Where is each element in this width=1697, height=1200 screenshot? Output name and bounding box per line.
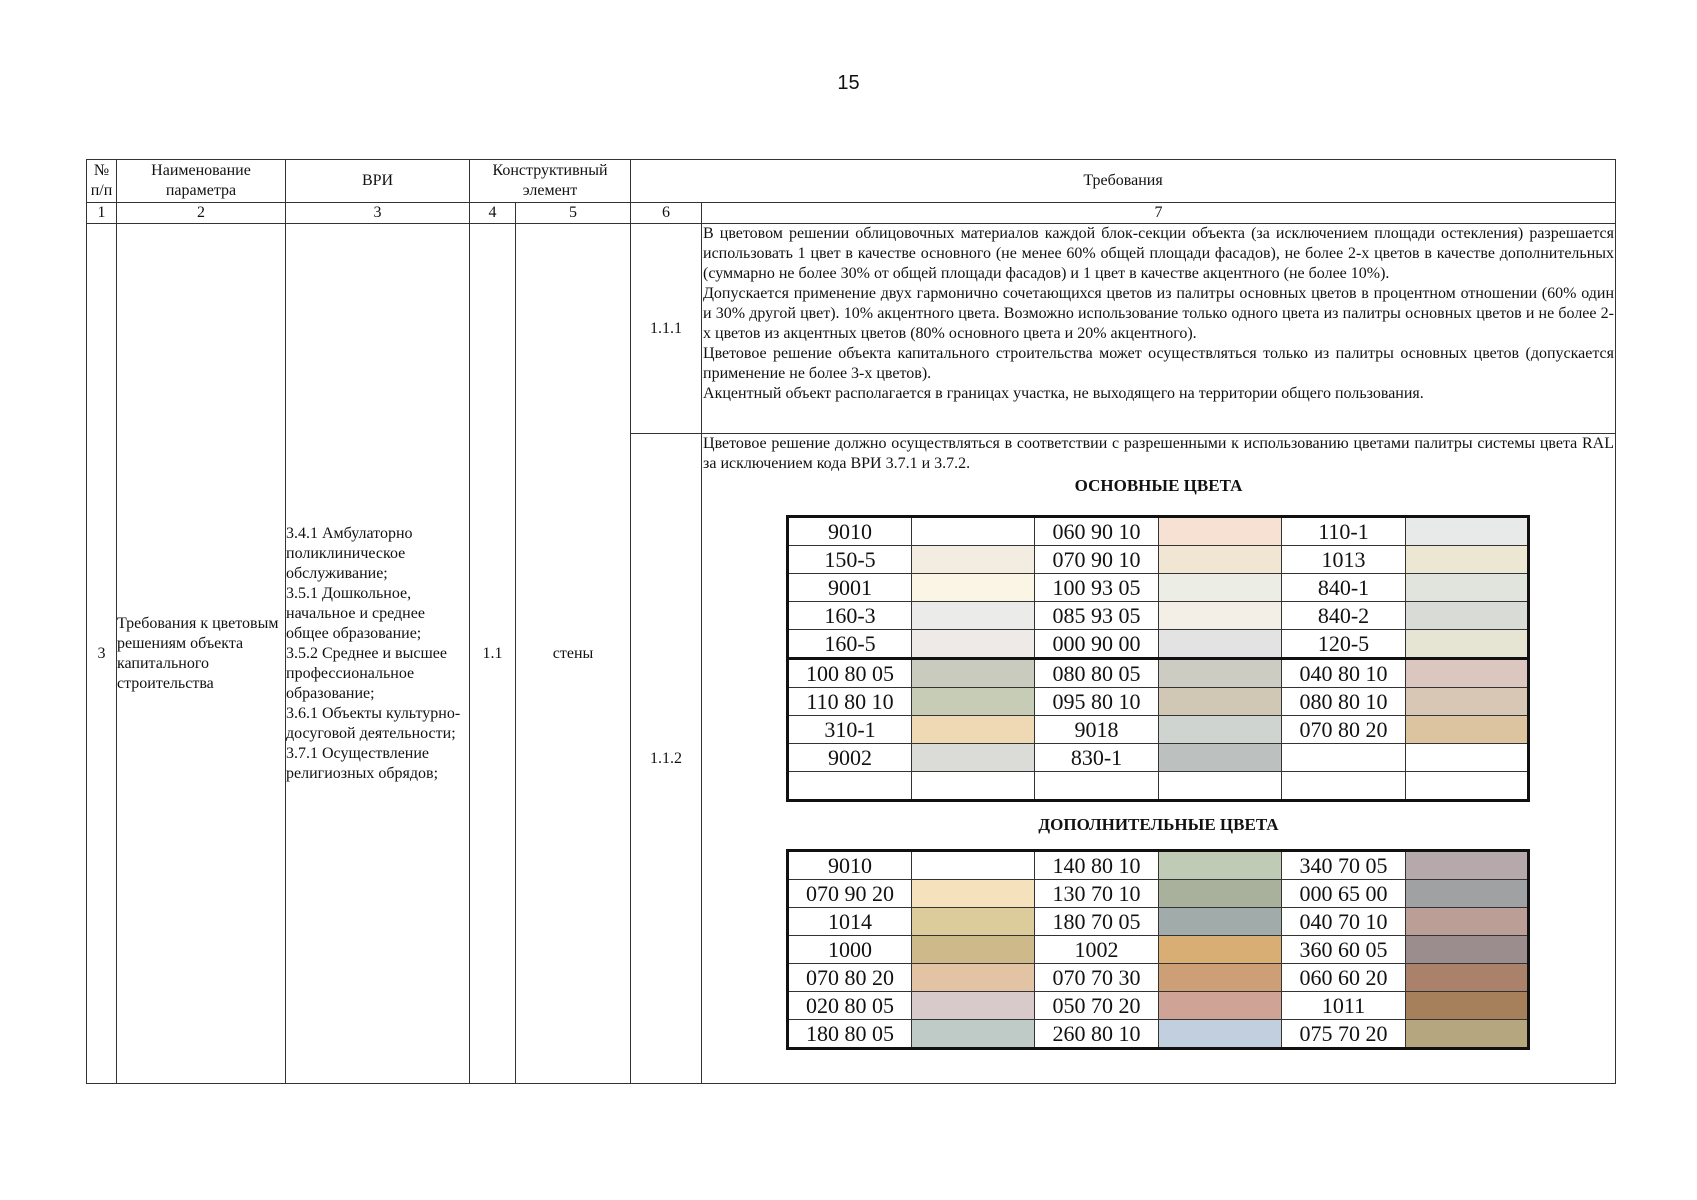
main-colors-title: ОСНОВНЫЕ ЦВЕТА [1074,476,1243,495]
col-number: 5 [516,203,631,224]
color-code: 080 80 10 [1282,688,1406,716]
color-swatch [912,880,1035,908]
color-swatch [912,744,1035,772]
req-paragraph: Цветовое решение объекта капитального строительства может осуществляться только из палитры основных цветов (допускается применение не более 3-х цветов). [703,345,1615,382]
color-swatch [1159,630,1282,659]
col-number: 2 [117,203,286,224]
color-swatch [1159,992,1282,1020]
palette-row [788,772,1529,801]
color-code: 1002 [1035,936,1159,964]
color-code: 060 90 10 [1035,517,1159,546]
color-code: 085 93 05 [1035,602,1159,630]
color-swatch [1406,908,1529,936]
color-swatch [1406,574,1529,602]
color-swatch [1406,546,1529,574]
color-swatch [912,772,1035,801]
extra-colors-palette [786,849,1530,1050]
color-code: 1013 [1282,546,1406,574]
color-code: 140 80 10 [1035,851,1159,880]
req-code-1-1-2: 1.1.2 [631,434,702,1084]
color-code: 100 93 05 [1035,574,1159,602]
palette-row [788,992,1529,1020]
color-code: 1011 [1282,992,1406,1020]
palette-row [788,744,1529,772]
header-vri: ВРИ [286,160,470,203]
palette-row [788,517,1529,546]
color-code: 830-1 [1035,744,1159,772]
color-swatch [1159,851,1282,880]
color-swatch [912,546,1035,574]
req-text-1-1-1 [702,224,1616,434]
color-swatch [912,517,1035,546]
color-code: 260 80 10 [1035,1020,1159,1049]
color-code: 070 90 20 [788,880,912,908]
col-number: 6 [631,203,702,224]
color-swatch [912,1020,1035,1049]
color-swatch [1159,602,1282,630]
table-header-row [87,160,1616,203]
color-swatch [912,602,1035,630]
req-intro: Цветовое решение должно осуществляться в соответствии с разрешенными к использованию цветами палитры системы цвета RAL за исключением кода ВРИ 3.7.1 и 3.7.2. [703,435,1615,472]
color-swatch [1406,659,1529,688]
color-swatch [912,630,1035,659]
req-code-1-1-1: 1.1.1 [631,224,702,434]
palette-row [788,688,1529,716]
color-code: 340 70 05 [1282,851,1406,880]
header-num: № п/п [87,160,117,203]
palette-row [788,602,1529,630]
color-code: 150-5 [788,546,912,574]
color-code [788,772,912,801]
color-swatch [912,574,1035,602]
color-swatch [1406,602,1529,630]
color-swatch [1159,880,1282,908]
row-param: Требования к цветовым решениям объекта капитального строительства [117,224,286,1084]
color-code: 110-1 [1282,517,1406,546]
color-code [1282,772,1406,801]
color-swatch [912,908,1035,936]
col-number: 7 [702,203,1616,224]
color-code: 050 70 20 [1035,992,1159,1020]
color-swatch [1159,936,1282,964]
palette-row [788,716,1529,744]
color-code: 840-2 [1282,602,1406,630]
color-code [1035,772,1159,801]
color-code: 070 70 30 [1035,964,1159,992]
palette-row [788,880,1529,908]
palette-row [788,851,1529,880]
color-swatch [912,851,1035,880]
page-number: 15 [837,72,860,94]
color-swatch [1406,688,1529,716]
color-swatch [1159,908,1282,936]
color-code: 840-1 [1282,574,1406,602]
color-code: 120-5 [1282,630,1406,659]
color-swatch [1406,936,1529,964]
palette-row [788,964,1529,992]
element-code: 1.1 [470,224,516,1084]
vri-item: 3.6.1 Объекты культурно-досуговой деятельности; [286,704,461,742]
color-swatch [1159,1020,1282,1049]
color-swatch [1406,880,1529,908]
color-code: 9010 [788,851,912,880]
color-swatch [1159,659,1282,688]
vri-item: 3.7.1 Осуществление религиозных обрядов; [286,744,439,782]
table-row [87,224,1616,434]
color-code: 000 90 00 [1035,630,1159,659]
color-code: 9002 [788,744,912,772]
color-code: 070 80 20 [1282,716,1406,744]
color-code: 160-5 [788,630,912,659]
req-paragraph: В цветовом решении облицовочных материалов каждой блок-секции объекта (за исключением площади остекления) разрешается использовать 1 цвет в качестве основного (не менее 60% общей площади фасадов), не более 2-х цветов в качестве дополнительных (суммарно не более 30% от общей площади фасадов) и 1 цвет в качестве акцентного (не более 10%). [703,225,1615,282]
requirements-table [86,159,1616,1084]
color-code: 060 60 20 [1282,964,1406,992]
color-swatch [912,992,1035,1020]
palette-row [788,659,1529,688]
col-number: 4 [470,203,516,224]
color-code: 040 80 10 [1282,659,1406,688]
color-swatch [1159,546,1282,574]
color-code: 160-3 [788,602,912,630]
color-swatch [912,964,1035,992]
color-swatch [912,936,1035,964]
color-code: 360 60 05 [1282,936,1406,964]
color-swatch [1406,744,1529,772]
color-code: 095 80 10 [1035,688,1159,716]
color-swatch [1159,517,1282,546]
color-swatch [1406,517,1529,546]
header-param: Наименование параметра [117,160,286,203]
color-code: 1000 [788,936,912,964]
color-code: 9018 [1035,716,1159,744]
color-code: 000 65 00 [1282,880,1406,908]
vri-item: 3.4.1 Амбулаторно поликлиническое обслуживание; [286,524,413,582]
palette-row [788,908,1529,936]
color-code: 070 90 10 [1035,546,1159,574]
req-paragraph: Допускается применение двух гармонично сочетающихся цветов из палитры основных цветов в процентном отношении (60% один и 30% другой цвет). 10% акцентного цвета. Возможно использование только одного цвета из палитры основных цветов и не более 2-х цветов из акцентных цветов (80% основного цвета и 20% акцентного). [703,285,1615,342]
color-code: 110 80 10 [788,688,912,716]
header-element: Конструктивный элемент [470,160,631,203]
vri-item: 3.5.2 Среднее и высшее профессиональное образование; [286,644,447,702]
color-swatch [1406,992,1529,1020]
color-swatch [912,659,1035,688]
color-swatch [1406,851,1529,880]
color-swatch [1406,1020,1529,1049]
color-swatch [1159,964,1282,992]
row-vri [286,224,470,1084]
color-code: 020 80 05 [788,992,912,1020]
color-swatch [1406,964,1529,992]
column-numbers-row [87,203,1616,224]
req-paragraph: Акцентный объект располагается в границах участка, не выходящего на территории общего пользования. [703,385,1424,402]
color-code: 180 80 05 [788,1020,912,1049]
color-code: 100 80 05 [788,659,912,688]
color-code: 310-1 [788,716,912,744]
color-swatch [1406,716,1529,744]
color-swatch [1406,772,1529,801]
palette-row [788,1020,1529,1049]
vri-item: 3.5.1 Дошкольное, начальное и среднее общее образование; [286,584,425,642]
color-code: 080 80 05 [1035,659,1159,688]
palette-row [788,574,1529,602]
element-name: стены [516,224,631,1084]
palette-row [788,546,1529,574]
color-code: 075 70 20 [1282,1020,1406,1049]
palette-row [788,936,1529,964]
color-code: 130 70 10 [1035,880,1159,908]
col-number: 1 [87,203,117,224]
color-swatch [1159,744,1282,772]
color-code [1282,744,1406,772]
header-requirements: Требования [631,160,1616,203]
color-code: 180 70 05 [1035,908,1159,936]
color-swatch [1406,630,1529,659]
color-swatch [912,688,1035,716]
color-swatch [1159,716,1282,744]
color-code: 9010 [788,517,912,546]
color-code: 9001 [788,574,912,602]
color-code: 070 80 20 [788,964,912,992]
main-colors-palette [786,515,1530,802]
color-swatch [1159,772,1282,801]
req-text-1-1-2 [702,434,1616,1084]
color-swatch [912,716,1035,744]
color-code: 1014 [788,908,912,936]
palette-row [788,630,1529,659]
col-number: 3 [286,203,470,224]
color-swatch [1159,574,1282,602]
row-num: 3 [87,224,117,1084]
color-swatch [1159,688,1282,716]
color-code: 040 70 10 [1282,908,1406,936]
extra-colors-title: ДОПОЛНИТЕЛЬНЫЕ ЦВЕТА [1038,815,1279,834]
